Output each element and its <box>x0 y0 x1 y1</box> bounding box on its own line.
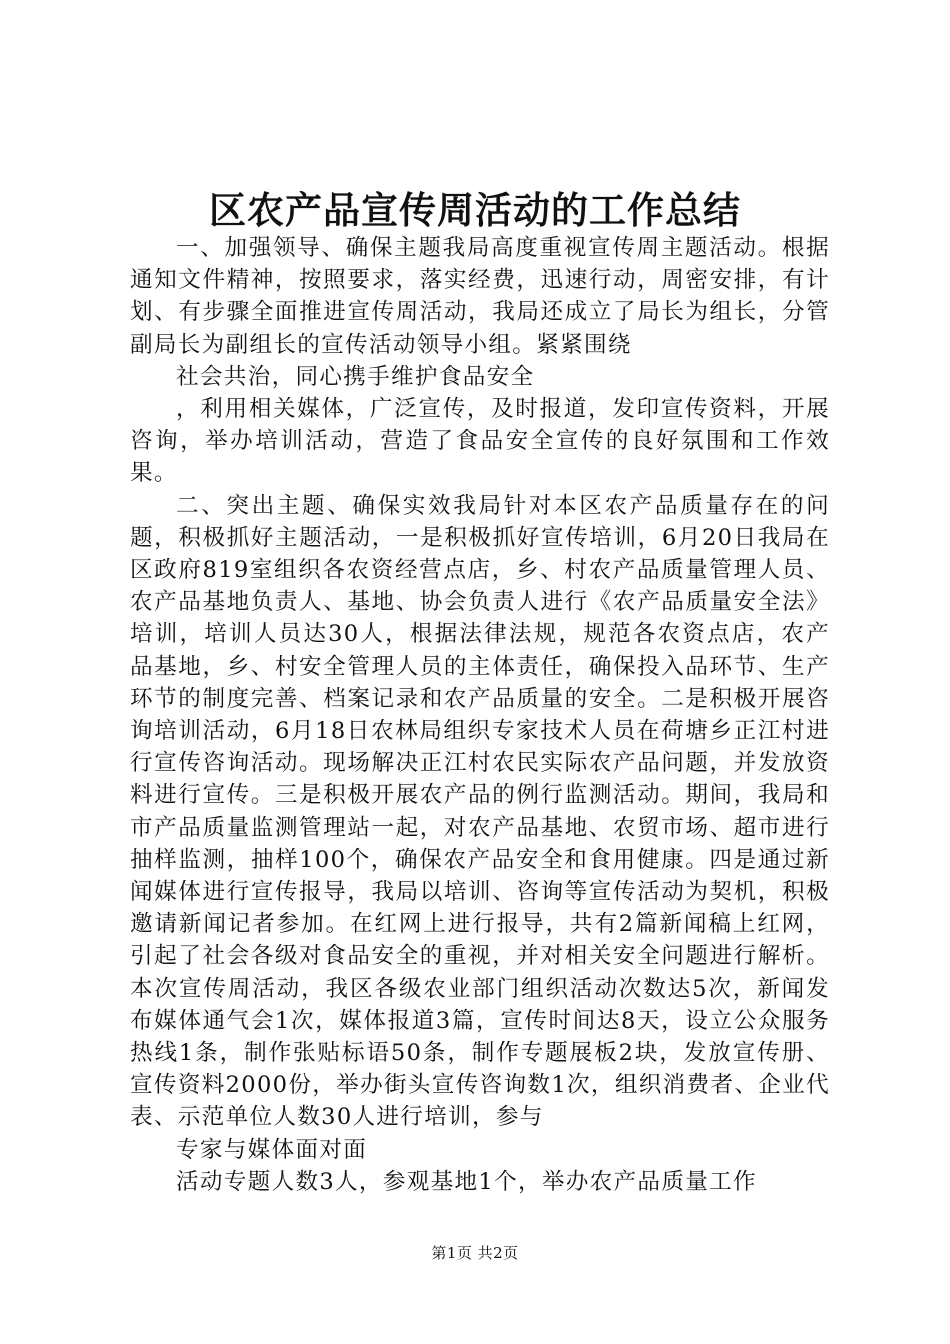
document-title: 区农产品宣传周活动的工作总结 <box>209 188 741 232</box>
page-footer: 第1页 共2页 <box>431 1244 519 1262</box>
paragraph-2: 社会共治，同心携手维护食品安全 <box>176 363 535 390</box>
paragraph-4: 二、突出主题、确保实效我局针对本区农产品质量存在的问题，积极抓好主题活动，一是积极抓好宣传培训，6月20日我局在区政府819室组织各农资经营点店，乡、村农产品质量管理人员、农产品基地负责人、基地、协会负责人进行《农产品质量安全法》培训，培训人员达30人，根据法律法规，规范各农资点店，农产品基地，乡、村安全管理人员的主体责任，确保投入品环节、生产环节的制度完善、档案记录和农产品质量的安全。二是积极开展咨询培训活动，6月18日农林局组织专家技术人员在荷塘乡正江村进行宣传咨询活动。现场解决正江村农民实际农产品问题，并发放资料进行宣传。三是积极开展农产品的例行监测活动。期间，我局和市产品质量监测管理站一起，对农产品基地、农贸市场、超市进行抽样监测，抽样100个，确保农产品安全和食用健康。四是通过新闻媒体进行宣传报导，我局以培训、咨询等宣传活动为契机，积极邀请新闻记者参加。在红网上进行报导，共有2篇新闻稿上红网，引起了社会各级对食品安全的重视，并对相关安全问题进行解析。本次宣传周活动，我区各级农业部门组织活动次数达5次，新闻发布媒体通气会1次，媒体报道3篇，宣传时间达8天，设立公众服务热线1条，制作张贴标语50条，制作专题展板2块，发放宣传册、宣传资料2000份，举办街头宣传咨询数1次，组织消费者、企业代表、示范单位人数30人进行培训，参与 <box>130 492 830 1131</box>
document-body <box>130 232 830 1198</box>
paragraph-6: 活动专题人数3人，参观基地1个，举办农产品质量工作 <box>176 1168 757 1195</box>
paragraph-5: 专家与媒体面对面 <box>176 1136 368 1163</box>
paragraph-1: 一、加强领导、确保主题我局高度重视宣传周主题活动。根据通知文件精神，按照要求，落实经费，迅速行动，周密安排，有计划、有步骤全面推进宣传周活动，我局还成立了局长为组长，分管副局长为副组长的宣传活动领导小组。紧紧围绕 <box>130 235 830 358</box>
paragraph-3: ，利用相关媒体，广泛宣传，及时报道，发印宣传资料，开展咨询，举办培训活动，营造了食品安全宣传的良好氛围和工作效果。 <box>130 396 830 487</box>
